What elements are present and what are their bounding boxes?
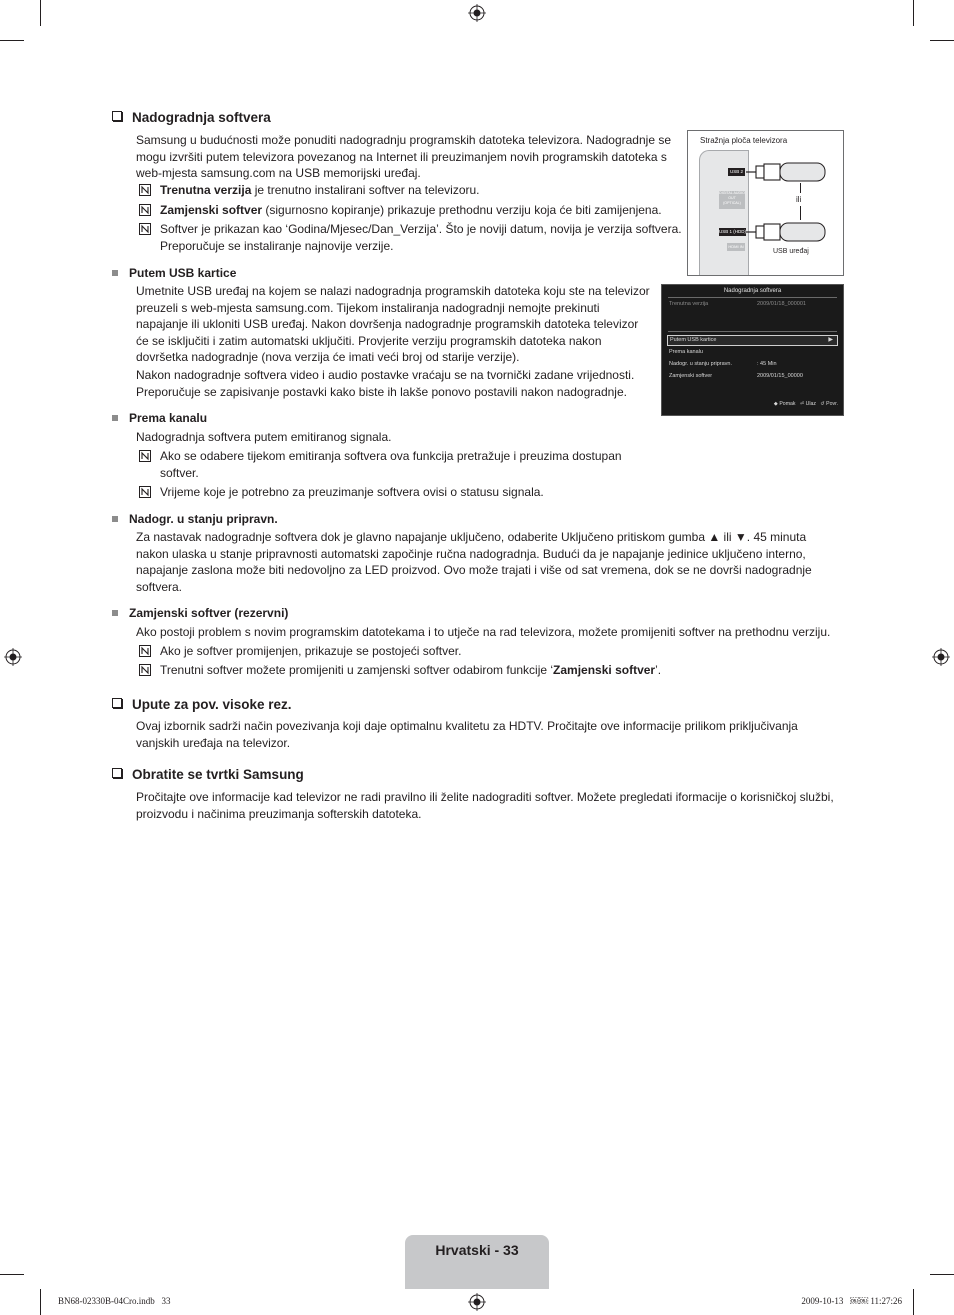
paragraph: Samsung u budućnosti može ponuditi nadogradnju programskih datoteka televizora. Nadogradnje se mogu izvršiti putem televizora povezanog na Internet ili preuzimanjem novih programskih datoteka s web-mjesta samsung.com na USB memorijski uređaj. bbox=[136, 133, 672, 181]
subsection-heading: Putem USB kartice bbox=[112, 266, 236, 280]
menu-footer: ◆ Pomak ⏎ Ulaz ↺ Povr. bbox=[773, 401, 838, 407]
note-item: Trenutni softver možete promijeniti u zamjenski softver odabirom funkcije ‘Zamjenski softver’. bbox=[139, 662, 779, 679]
crop-mark bbox=[40, 0, 41, 26]
registration-mark-icon bbox=[468, 4, 486, 22]
checkbox-bullet-icon bbox=[112, 698, 122, 708]
usb-stick-icon bbox=[746, 161, 836, 183]
note-item: Trenutna verzija je trenutno instalirani softver na televizoru. bbox=[139, 182, 679, 199]
return-icon: ↺ bbox=[820, 401, 825, 407]
menu-row-current-version: Trenutna verzija 2009/01/18_000001 bbox=[669, 301, 806, 307]
paragraph: Ovaj izbornik sadrži način povezivanja koji daje optimalnu kvalitetu za HDTV. Pročitajte ove informacije prilikom priključivanja vanjskih uređaja na televizor. bbox=[136, 719, 798, 750]
checkbox-bullet-icon bbox=[112, 111, 122, 121]
move-icon: ◆ bbox=[773, 401, 778, 407]
subsection-heading: Nadogr. u stanju pripravn. bbox=[112, 512, 278, 526]
registration-mark-icon bbox=[468, 1293, 486, 1311]
note-item: Zamjenski softver (sigurnosno kopiranje) prikazuje prethodnu verziju koja će biti zamijenjena. bbox=[139, 202, 679, 219]
software-upgrade-menu bbox=[661, 284, 844, 416]
menu-row-alternative[interactable]: Zamjenski softver 2009/01/15_00000 bbox=[669, 373, 803, 379]
crop-mark bbox=[930, 40, 954, 41]
menu-divider bbox=[668, 297, 837, 298]
connector-line bbox=[800, 206, 801, 220]
menu-row-channel[interactable]: Prema kanalu bbox=[669, 349, 703, 355]
section-heading: Nadogradnja softvera bbox=[112, 110, 271, 125]
crop-mark bbox=[913, 1289, 914, 1315]
diagram-title: Stražnja ploča televizora bbox=[700, 136, 788, 145]
checkbox-bullet-icon bbox=[112, 768, 122, 778]
paragraph: Nakon nadogradnje softvera video i audio postavke vraćaju se na tvornički zadane vrijednosti. Preporučuje se zapisivanje postavki kako biste ih lakše ponovo postavili nakon nadogradnje. bbox=[136, 368, 635, 399]
port-label: DIGITAL AUDIO OUT (OPTICAL) bbox=[719, 191, 745, 209]
subsection-heading: Zamjenski softver (rezervni) bbox=[112, 606, 288, 620]
registration-mark-icon bbox=[932, 648, 950, 666]
port-label: USB 2 bbox=[729, 169, 743, 174]
paragraph: Ako postoji problem s novim programskim datotekama i to utječe na rad televizora, možete promijeniti softver na prethodnu verziju. bbox=[136, 625, 831, 639]
note-icon bbox=[139, 223, 151, 235]
menu-row-usb[interactable]: Putem USB kartice ▶ bbox=[667, 335, 838, 346]
square-bullet-icon bbox=[112, 270, 118, 276]
note-icon bbox=[139, 450, 151, 462]
registration-mark-icon bbox=[4, 648, 22, 666]
note-icon bbox=[139, 204, 151, 216]
subsection-heading: Prema kanalu bbox=[112, 411, 207, 425]
paragraph: Za nastavak nadogradnje softvera dok je glavno napajanje uključeno, odaberite Uključeno pritiskom gumba ▲ ili ▼. 45 minuta nakon ulaska u stanje pripravnosti automatski započinje ručna nadogradnja. Budući da je napajanje jedinice uključeno interno, napajanje zaslona može biti nedovoljno za LED proizvod. Ovo može trajati i više od sat vremena, dok se ne dovrši nadogradnje softvera. bbox=[136, 530, 812, 594]
note-item: Ako je softver promijenjen, prikazuje se postojeći softver. bbox=[139, 643, 739, 660]
crop-mark bbox=[0, 1274, 24, 1275]
or-label: ili bbox=[796, 195, 802, 204]
port-label: HDMI IN bbox=[728, 244, 744, 249]
note-icon bbox=[139, 486, 151, 498]
crop-mark bbox=[0, 40, 24, 41]
file-info: BN68-02330B-04Cro.indb 33 bbox=[58, 1296, 171, 1306]
square-bullet-icon bbox=[112, 415, 118, 421]
menu-row-standby[interactable]: Nadogr. u stanju pripravn. : 45 Min bbox=[669, 361, 777, 367]
note-item: Softver je prikazan kao ‘Godina/Mjesec/Dan_Verzija’. Što je noviji datum, novija je verzija softvera. Preporučuje se instaliranje najnovije verzije. bbox=[139, 221, 684, 255]
note-icon bbox=[139, 645, 151, 657]
enter-icon: ⏎ bbox=[799, 401, 805, 407]
crop-mark bbox=[40, 1289, 41, 1315]
connector-line bbox=[800, 183, 801, 193]
usb-stick-icon bbox=[746, 221, 836, 243]
crop-mark bbox=[930, 1274, 954, 1275]
section-heading: Obratite se tvrtki Samsung bbox=[112, 767, 304, 782]
menu-title: Nadogradnja softvera bbox=[723, 288, 782, 294]
tv-back-panel-diagram bbox=[687, 130, 844, 276]
port-label: USB 1 (HDD) bbox=[719, 229, 746, 234]
section-heading: Upute za pov. visoke rez. bbox=[112, 697, 292, 712]
page-number-tab bbox=[405, 1235, 549, 1289]
square-bullet-icon bbox=[112, 610, 118, 616]
note-item: Vrijeme koje je potrebno za preuzimanje softvera ovisi o statusu signala. bbox=[139, 484, 639, 501]
paragraph: Umetnite USB uređaj na kojem se nalazi nadogradnja programskih datoteka koju ste na televizor preuzeli s web-mjesta samsung.com. Tijekom instaliranja nadogradnji nemojte prekinuti napajanje ili ukloniti USB uređaj. Nakon dovršenja nadogradnje programskih datoteka televizor će se isključiti i zatim automatski uključiti. Provjerite verziju programskih datoteka nakon dovršetka nadogradnje (nova verzija će imati veći broj od starije verzije). bbox=[136, 284, 650, 365]
page-label: Hrvatski - 33 bbox=[435, 1242, 519, 1258]
paragraph: Pročitajte ove informacije kad televizor ne radi pravilno ili želite nadograditi softver. Možete pregledati iformacije o korisničkoj službi, proizvodu i načinima preuzimanja softerskih datoteka. bbox=[136, 790, 834, 821]
paragraph: Nadogradnja softvera putem emitiranog signala. bbox=[136, 430, 392, 444]
print-datetime: 2009-10-13 ￼￼ 11:27:26 bbox=[801, 1296, 902, 1306]
square-bullet-icon bbox=[112, 516, 118, 522]
note-item: Ako se odabere tijekom emitiranja softvera ova funkcija pretražuje i preuzima dostupan softver. bbox=[139, 448, 639, 482]
menu-divider bbox=[668, 331, 837, 332]
note-icon bbox=[139, 184, 151, 196]
usb-device-label: USB uređaj bbox=[773, 248, 809, 255]
crop-mark bbox=[913, 0, 914, 26]
note-icon bbox=[139, 664, 151, 676]
arrow-right-icon: ▶ bbox=[828, 337, 833, 343]
